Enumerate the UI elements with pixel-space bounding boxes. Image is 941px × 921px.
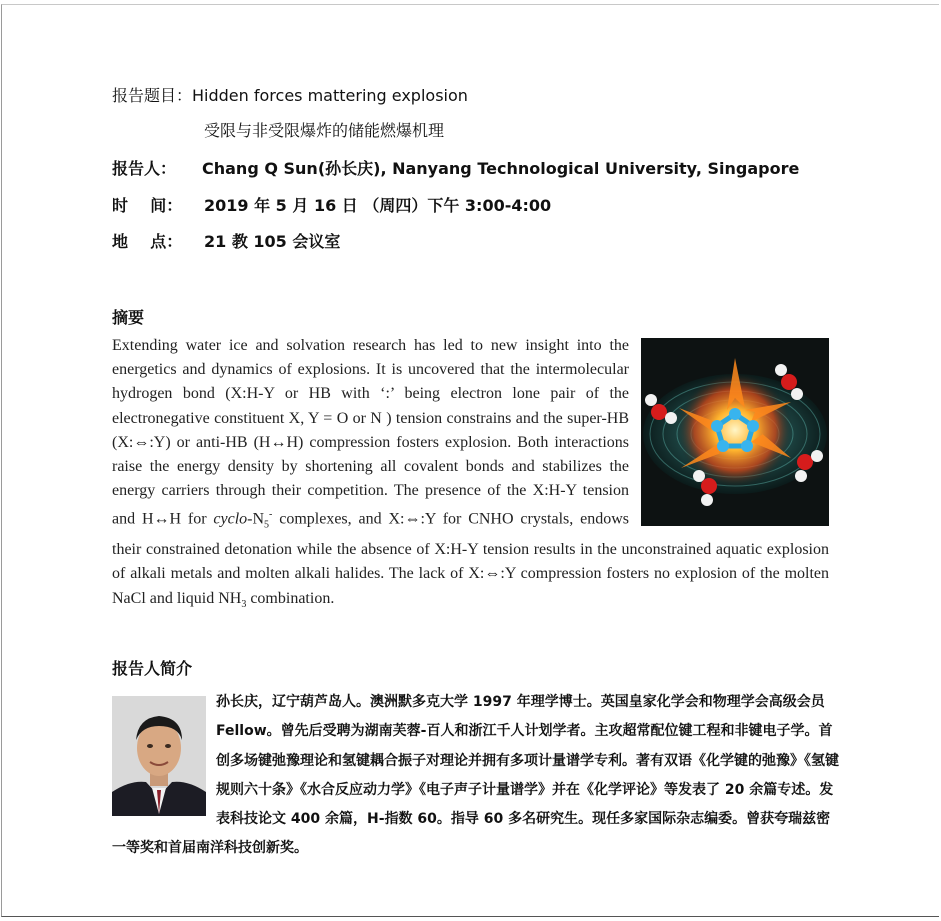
speaker-value: Chang Q Sun(孙长庆), Nanyang Technological University, Singapore	[202, 159, 800, 178]
bio-text: 孙长庆，辽宁葫芦岛人。澳洲默多克大学 1997 年理学博士。英国皇家化学会和物理学会高级会员 Fellow。曾先后受聘为湖南芙蓉-百人和浙江千人计划学者。主攻超常配位键工程和非键电子学。首创多场键弛豫理论和氢键耦合振子对理论并拥有多项计量谱学专利。著有双语《化学键的弛豫》《氢键规则六十条》《水合反应动力学》《电子声子计量谱学》并在《化学评论》等发表了 20 余篇专述。发表科技论文 400 余篇，H-指数 60。指导 60 多名研究生。现任多家国际杂志编委。曾获夸瑞兹密一等奖和首届南洋科技创新奖。	[112, 694, 839, 857]
time-label: 时 间：	[112, 196, 183, 215]
report-title-row	[112, 86, 468, 106]
time-row	[112, 196, 551, 216]
speaker-label: 报告人：	[112, 159, 177, 178]
report-title-cn: 受限与非受限爆炸的储能燃爆机理	[204, 121, 445, 140]
bio-heading: 报告人简介	[112, 659, 193, 678]
report-title-label: 报告题目：	[112, 86, 193, 105]
bio-body	[112, 688, 840, 864]
nh3-subscript: 3	[241, 598, 247, 610]
speaker-row	[112, 159, 799, 179]
abstract-text-3: combination.	[246, 589, 335, 607]
abstract-text-2: complexes, and X:⇔:Y for CNHO crystals, endows their constrained detonation while the absence of X:H-Y tension results in the unconstrained aquatic explosion of alkali metals and molten alkali halides. The lack of X:⇔:Y compression fosters no explosion of the molten NaCl and liquid NH	[112, 510, 829, 607]
abstract-body	[112, 334, 829, 617]
molecule-explosion-image	[641, 338, 829, 526]
place-row	[112, 232, 340, 252]
abstract-text-1: Extending water ice and solvation research has led to new insight into the energetics and dynamics of explosions. It is uncovered that the intermolecular hydrogen bond (X:H-Y or HB with ‘:’ being electron lone pair of the electronegative constituent X, Y = O or N ) tension constrains and the super-HB (X:⇔:Y) or anti-HB (H↔H) compression fosters explosion. Both interactions raise the energy density by shortening all covalent bonds and stabilizes the energy carriers through their competition. The presence of the X:H-Y tension and H↔H for	[112, 337, 629, 528]
time-value: 2019 年 5 月 16 日 （周四）下午 3:00-4:00	[204, 196, 552, 215]
cyclo-italic: cyclo	[213, 510, 248, 528]
abstract-heading: 摘要	[112, 308, 145, 327]
report-title-en: Hidden forces mattering explosion	[192, 86, 468, 105]
place-value: 21 教 105 会议室	[204, 232, 341, 251]
place-label: 地 点：	[112, 232, 183, 251]
n5-subscript: 5	[264, 519, 270, 531]
n5-text: -N	[247, 510, 265, 528]
speaker-photo	[112, 696, 206, 816]
n5-superscript: -	[269, 509, 273, 521]
